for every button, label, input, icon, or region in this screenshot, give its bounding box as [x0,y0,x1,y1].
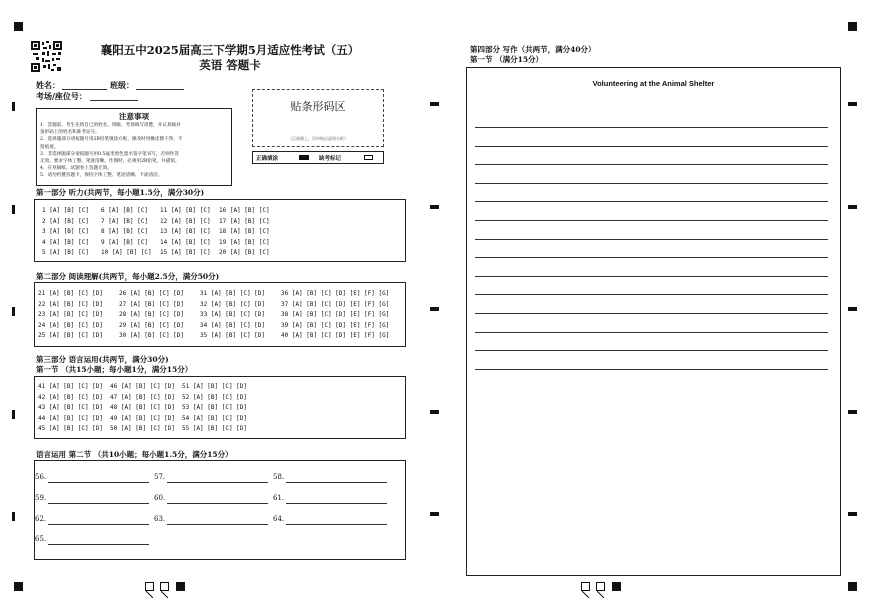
notice-line: 1．答题前，考生先将自己的姓名、班级、考场填写清楚，并认真核对 [40,123,181,128]
answer-row[interactable]: 19 [A] [B] [C] [219,238,270,246]
timing-mark [430,512,439,516]
answer-row[interactable]: 14 [A] [B] [C] [160,238,211,246]
qr-code [31,41,62,76]
notice-line: 条形码上的姓名和准考证号。 [40,130,100,136]
blank-line[interactable] [286,482,387,483]
essay-line[interactable] [475,201,828,202]
blank-number: 65. [35,535,47,543]
timing-mark [848,512,857,516]
blank-line[interactable] [48,482,149,483]
blank-number: 57. [154,473,166,481]
blank-number: 63. [154,515,166,523]
answer-row[interactable]: 18 [A] [B] [C] [219,228,270,235]
answer-row[interactable]: 44 [A] [B] [C] [D] [38,414,104,422]
essay-line[interactable] [475,127,828,128]
answer-row[interactable]: 11 [A] [B] [C] [160,207,211,214]
answer-row[interactable]: 13 [A] [B] [C] [160,228,211,235]
timing-mark [848,102,857,106]
part2-heading: 第二部分 阅读理解(共两节，每小题2.5分，满分50分) [36,272,220,281]
bottom-mark [176,582,185,591]
answer-row[interactable]: 4 [A] [B] [C] [42,238,89,246]
answer-row[interactable]: 21 [A] [B] [C] [D] [38,290,104,297]
class-label: 班级： [110,80,134,90]
answer-row[interactable]: 37 [A] [B] [C] [D] [E] [F] [G] [281,300,390,308]
answer-row[interactable]: 51 [A] [B] [C] [D] [182,383,248,390]
essay-line[interactable] [475,257,828,258]
bottom-mark [596,582,605,591]
blank-number: 60. [154,494,166,502]
answer-row[interactable]: 25 [A] [B] [C] [D] [38,332,104,339]
bottom-mark [160,582,169,591]
notice-line: 3．非选择题部分请按题号用0.5毫米黑色墨水签字笔书写，否则作答 [40,151,179,157]
blank-line[interactable] [167,503,268,504]
timing-mark [12,102,15,111]
part4-section1-heading: 第一节 （满分15分） [470,55,544,64]
answer-row[interactable]: 5 [A] [B] [C] [42,249,89,256]
bottom-mark [612,582,621,591]
answer-row[interactable]: 20 [A] [B] [C] [219,249,270,256]
corner-mark [14,22,23,31]
essay-line[interactable] [475,313,828,314]
blank-number: 58. [273,473,285,481]
answer-row[interactable]: 47 [A] [B] [C] [D] [110,393,176,401]
page-subtitle: 英语 答题卡 [199,58,261,72]
answer-row[interactable]: 48 [A] [B] [C] [D] [110,404,176,411]
blank-number: 64. [273,515,285,523]
barcode-note: （正面朝上，切勿贴出虚线方框） [288,136,348,141]
answer-row[interactable]: 26 [A] [B] [C] [D] [119,290,185,297]
answer-row[interactable]: 40 [A] [B] [C] [D] [E] [F] [G] [281,332,390,339]
essay-line[interactable] [475,239,828,240]
essay-line[interactable] [475,332,828,333]
essay-line[interactable] [475,164,828,165]
notice-title: 注意事项 [119,112,149,121]
notice-line: 5．请勿折叠答题卡，保持字体工整、笔迹清晰、卡面清洁。 [40,173,163,179]
blank-number: 59. [35,494,47,502]
timing-mark [430,410,439,414]
corner-mark [14,582,23,591]
answer-row[interactable]: 49 [A] [B] [C] [D] [110,414,176,422]
answer-row[interactable]: 39 [A] [B] [C] [D] [E] [F] [G] [281,321,390,329]
blank-line[interactable] [286,524,387,525]
answer-row[interactable]: 41 [A] [B] [C] [D] [38,383,104,390]
answer-row[interactable]: 43 [A] [B] [C] [D] [38,404,104,411]
timing-mark [848,205,857,209]
blank-line[interactable] [48,524,149,525]
answer-row[interactable]: 1 [A] [B] [C] [42,207,89,214]
part3-section2-heading: 语言运用 第二节 （共10小题；每小题1.5分，满分15分） [36,450,233,459]
seat-field[interactable] [90,100,138,101]
timing-mark [848,307,857,311]
answer-row[interactable]: 50 [A] [B] [C] [D] [110,425,176,432]
answer-row[interactable]: 35 [A] [B] [C] [D] [200,332,266,339]
answer-row[interactable]: 31 [A] [B] [C] [D] [200,290,266,297]
bottom-mark [581,582,590,591]
absent-mark-box[interactable] [364,155,373,160]
essay-line[interactable] [475,294,828,295]
barcode-title: 贴条形码区 [290,100,346,113]
blank-number: 61. [273,494,285,502]
answer-row[interactable]: 7 [A] [B] [C] [101,217,148,225]
part3-blank-box [34,460,406,560]
seat-label: 考场/座位号： [36,91,87,101]
timing-mark [12,205,15,214]
essay-line[interactable] [475,350,828,351]
timing-mark [12,307,15,316]
answer-row[interactable]: 55 [A] [B] [C] [D] [182,425,248,432]
answer-row[interactable]: 34 [A] [B] [C] [D] [200,321,266,329]
corner-mark [848,22,857,31]
blank-line[interactable] [167,482,268,483]
answer-row[interactable]: 33 [A] [B] [C] [D] [200,311,266,318]
answer-row[interactable]: 17 [A] [B] [C] [219,217,270,225]
timing-mark [430,102,439,106]
answer-row[interactable]: 45 [A] [B] [C] [D] [38,425,104,432]
answer-row[interactable]: 53 [A] [B] [C] [D] [182,404,248,411]
answer-row[interactable]: 32 [A] [B] [C] [D] [200,300,266,308]
blank-line[interactable] [48,544,149,545]
answer-row[interactable]: 27 [A] [B] [C] [D] [119,300,185,308]
notice-box [36,108,232,186]
page-title: 襄阳五中2025届高三下学期5月适应性考试（五） [100,43,360,57]
answer-row[interactable]: 24 [A] [B] [C] [D] [38,321,104,329]
blank-line[interactable] [286,503,387,504]
essay-line[interactable] [475,183,828,184]
essay-line[interactable] [475,220,828,221]
notice-line: 2．选择题部分请按题号用2B铅笔填涂方框，修改时用橡皮擦干净，不 [40,137,183,143]
answer-row[interactable]: 22 [A] [B] [C] [D] [38,300,104,308]
name-label: 姓名： [36,80,60,90]
timing-mark [12,512,15,521]
essay-line[interactable] [475,146,828,147]
part3-heading: 第三部分 语言运用(共两节，满分30分) [36,355,169,364]
answer-row[interactable]: 54 [A] [B] [C] [D] [182,414,248,422]
answer-row[interactable]: 12 [A] [B] [C] [160,217,211,225]
answer-row[interactable]: 28 [A] [B] [C] [D] [119,311,185,318]
part1-heading: 第一部分 听力(共两节，每小题1.5分，满分30分) [36,188,205,197]
class-field[interactable] [136,89,184,90]
essay-box [466,67,841,576]
blank-line[interactable] [48,503,149,504]
part4-heading: 第四部分 写作（共两节，满分40分） [470,45,596,54]
essay-line[interactable] [475,276,828,277]
answer-row[interactable]: 9 [A] [B] [C] [101,238,148,246]
answer-row[interactable]: 2 [A] [B] [C] [42,217,89,225]
notice-line: 无效。要求字体工整、笔迹清晰。作图时，必须用2B铅笔，并描浓。 [40,159,180,165]
correct-fill-label: 正确填涂 [256,156,279,162]
answer-row[interactable]: 16 [A] [B] [C] [219,207,270,214]
notice-line: 4．在草稿纸、试题卷上答题无效。 [40,166,112,172]
answer-row[interactable]: 3 [A] [B] [C] [42,228,89,235]
answer-row[interactable]: 36 [A] [B] [C] [D] [E] [F] [G] [281,290,390,297]
essay-line[interactable] [475,369,828,370]
answer-row[interactable]: 42 [A] [B] [C] [D] [38,393,104,401]
timing-mark [430,205,439,209]
answer-row[interactable]: 23 [A] [B] [C] [D] [38,311,104,318]
answer-row[interactable]: 38 [A] [B] [C] [D] [E] [F] [G] [281,311,390,318]
fill-legend [252,151,384,164]
timing-mark [430,307,439,311]
blank-line[interactable] [167,524,268,525]
blank-number: 56. [35,473,47,481]
part3-section1-heading: 第一节 （共15小题；每小题1分，满分15分） [36,365,193,374]
essay-title: Volunteering at the Animal Shelter [592,79,715,88]
absent-mark-label: 缺考标记 [319,156,342,162]
answer-row[interactable]: 52 [A] [B] [C] [D] [182,393,248,401]
timing-mark [12,410,15,419]
answer-row[interactable]: 15 [A] [B] [C] [160,249,211,256]
blank-number: 62. [35,515,47,523]
name-field[interactable] [62,89,107,90]
barcode-area [252,89,384,147]
timing-mark [848,410,857,414]
answer-row[interactable]: 6 [A] [B] [C] [101,207,148,214]
notice-line: 留痕迹。 [40,144,59,150]
correct-fill-sample [299,155,309,160]
answer-row[interactable]: 10 [A] [B] [C] [101,249,152,256]
corner-mark [848,582,857,591]
answer-row[interactable]: 30 [A] [B] [C] [D] [119,332,185,339]
bottom-mark [145,582,154,591]
answer-row[interactable]: 29 [A] [B] [C] [D] [119,321,185,329]
answer-row[interactable]: 8 [A] [B] [C] [101,228,148,235]
answer-row[interactable]: 46 [A] [B] [C] [D] [110,383,176,390]
